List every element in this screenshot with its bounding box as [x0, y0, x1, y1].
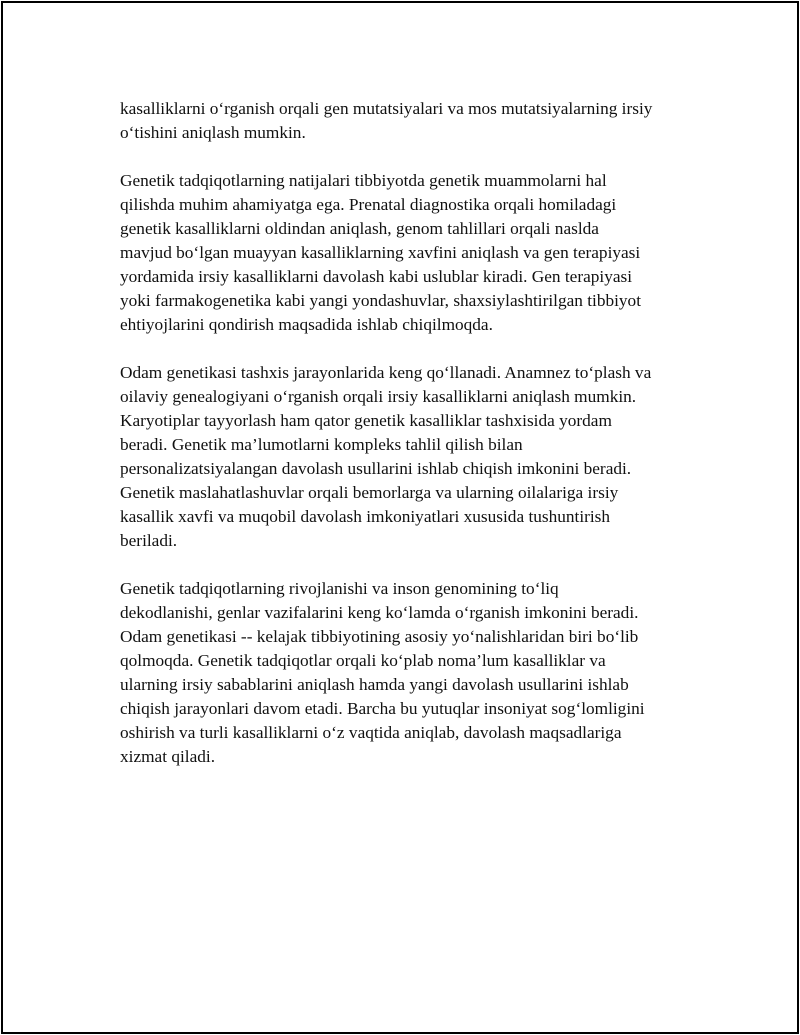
text-line: o‘tishini aniqlash mumkin. — [120, 123, 306, 142]
text-line: Karyotiplar tayyorlash ham qator genetik kasalliklar tashxisida yordam — [120, 411, 612, 430]
text-line: Genetik tadqiqotlarning rivojlanishi va inson genomining to‘liq — [120, 579, 559, 598]
text-line: kasalliklarni o‘rganish orqali gen mutatsiyalari va mos mutatsiyalarning irsiy — [120, 99, 653, 118]
text-line: qilishda muhim ahamiyatga ega. Prenatal diagnostika orqali homiladagi — [120, 195, 617, 214]
text-line: xizmat qiladi. — [120, 747, 216, 766]
paragraph-3 — [120, 361, 695, 553]
text-line: chiqish jarayonlari davom etadi. Barcha bu yutuqlar insoniyat sog‘lomligini — [120, 699, 645, 718]
text-line: beriladi. — [120, 531, 178, 550]
text-line: yoki farmakogenetika kabi yangi yondashuvlar, shaxsiylashtirilgan tibbiyot — [120, 291, 641, 310]
text-line: qolmoqda. Genetik tadqiqotlar orqali ko‘plab noma’lum kasalliklar va — [120, 651, 606, 670]
paragraph-2 — [120, 169, 695, 337]
text-line: oilaviy genealogiyani o‘rganish orqali irsiy kasalliklarni aniqlash mumkin. — [120, 387, 637, 406]
text-line: genetik kasalliklarni oldindan aniqlash, genom tahlillari orqali naslda — [120, 219, 599, 238]
text-line: yordamida irsiy kasalliklarni davolash kabi uslublar kiradi. Gen terapiyasi — [120, 267, 633, 286]
text-line: oshirish va turli kasalliklarni o‘z vaqtida aniqlab, davolash maqsadlariga — [120, 723, 622, 742]
text-line: kasallik xavfi va muqobil davolash imkoniyatlari xususida tushuntirish — [120, 507, 611, 526]
page-frame — [1, 1, 799, 1034]
document-body — [120, 97, 695, 793]
paragraph-1 — [120, 97, 695, 145]
text-line: Odam genetikasi tashxis jarayonlarida keng qo‘llanadi. Anamnez to‘plash va — [120, 363, 652, 382]
text-line: personalizatsiyalangan davolash usullarini ishlab chiqish imkonini beradi. — [120, 459, 632, 478]
paragraph-4 — [120, 577, 695, 769]
text-line: Genetik tadqiqotlarning natijalari tibbiyotda genetik muammolarni hal — [120, 171, 607, 190]
text-line: Odam genetikasi -- kelajak tibbiyotining asosiy yo‘nalishlaridan biri bo‘lib — [120, 627, 639, 646]
text-line: ehtiyojlarini qondirish maqsadida ishlab chiqilmoqda. — [120, 315, 493, 334]
text-line: beradi. Genetik ma’lumotlarni kompleks tahlil qilish bilan — [120, 435, 523, 454]
text-line: Genetik maslahatlashuvlar orqali bemorlarga va ularning oilalariga irsiy — [120, 483, 619, 502]
text-line: mavjud bo‘lgan muayyan kasalliklarning xavfini aniqlash va gen terapiyasi — [120, 243, 641, 262]
text-line: dekodlanishi, genlar vazifalarini keng ko‘lamda o‘rganish imkonini beradi. — [120, 603, 639, 622]
text-line: ularning irsiy sabablarini aniqlash hamda yangi davolash usullarini ishlab — [120, 675, 629, 694]
